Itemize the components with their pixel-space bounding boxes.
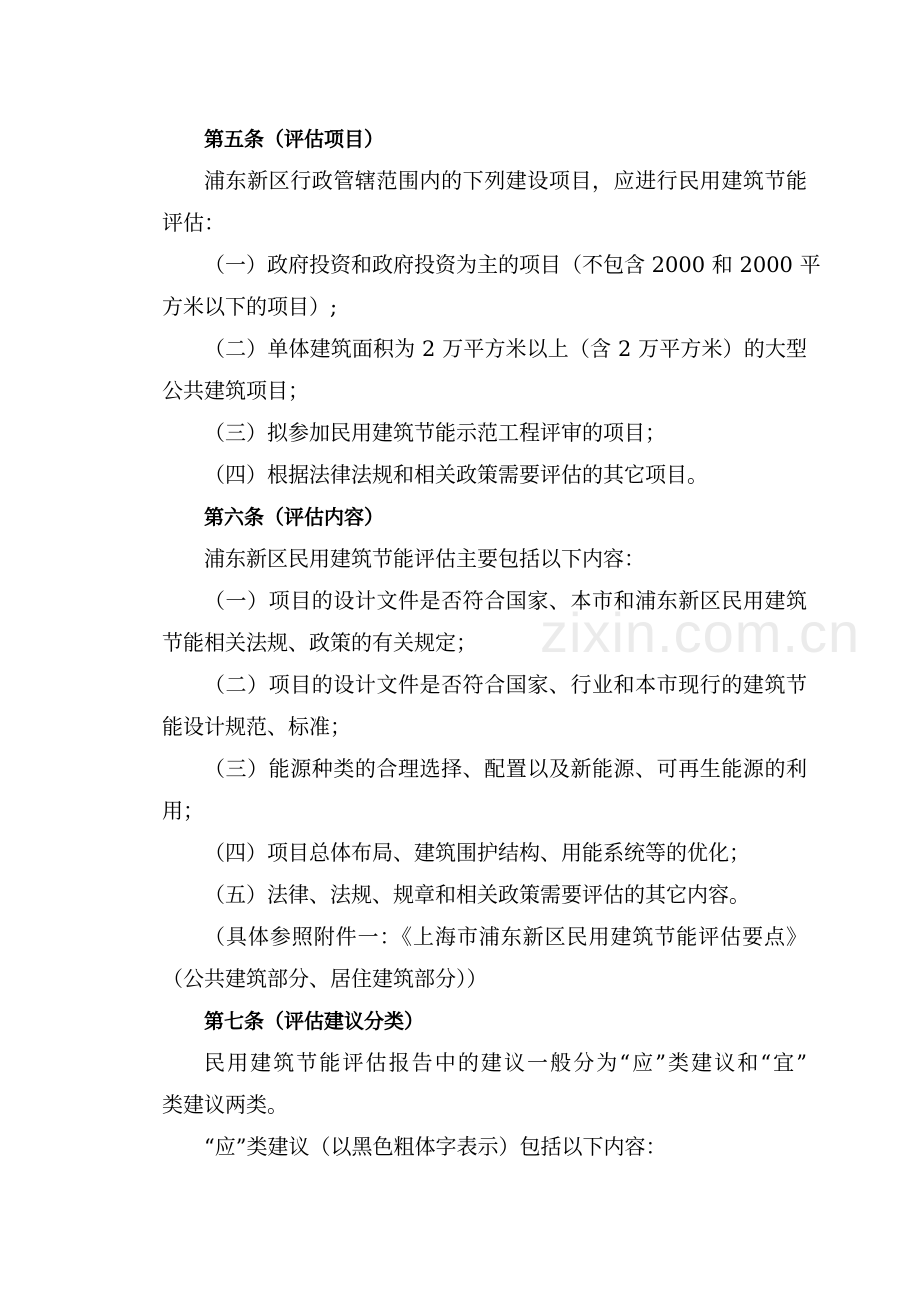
paragraph-line: 能设计规范、标准； <box>162 715 351 739</box>
paragraph-line: 节能相关法规、政策的有关规定； <box>162 631 477 655</box>
article-6-heading: 第六条（评估内容） <box>204 505 384 529</box>
paragraph-line: 评估： <box>162 211 225 235</box>
paragraph-line: （四）根据法律法规和相关政策需要评估的其它项目。 <box>204 463 708 487</box>
paragraph-line: 浦东新区行政管辖范围内的下列建设项目，应进行民用建筑节能 <box>204 169 807 193</box>
paragraph-line: “应”类建议（以黑色粗体字表示）包括以下内容： <box>204 1135 667 1159</box>
paragraph-line: 浦东新区民用建筑节能评估主要包括以下内容： <box>204 547 645 571</box>
paragraph-line: 类建议两类。 <box>162 1093 288 1117</box>
paragraph-line: （一）政府投资和政府投资为主的项目（不包含 2000 和 2000 平 <box>204 253 821 277</box>
article-7-heading: 第七条（评估建议分类） <box>204 1009 424 1033</box>
paragraph-line: 方米以下的项目）; <box>162 295 338 319</box>
paragraph-line: （公共建筑部分、居住建筑部分）） <box>162 967 488 991</box>
watermark: zixin.com.cn <box>540 601 861 664</box>
document-body <box>162 118 821 1168</box>
paragraph-line: 用； <box>162 799 204 823</box>
paragraph-line: 民用建筑节能评估报告中的建议一般分为“应”类建议和“宜” <box>204 1051 807 1075</box>
paragraph-line: （二）项目的设计文件是否符合国家、行业和本市现行的建筑节 <box>204 673 807 697</box>
article-5-heading: 第五条（评估项目） <box>204 127 384 151</box>
paragraph-line: （二）单体建筑面积为 2 万平方米以上（含 2 万平方米）的大型 <box>204 337 807 361</box>
paragraph-line: （四）项目总体布局、建筑围护结构、用能系统等的优化； <box>204 841 750 865</box>
paragraph-line: （具体参照附件一：《上海市浦东新区民用建筑节能评估要点》 <box>204 925 807 949</box>
paragraph-line: 公共建筑项目； <box>162 379 309 403</box>
paragraph-line: （三）拟参加民用建筑节能示范工程评审的项目； <box>204 421 666 445</box>
paragraph-line: （五）法律、法规、规章和相关政策需要评估的其它内容。 <box>204 883 750 907</box>
paragraph-line: （一）项目的设计文件是否符合国家、本市和浦东新区民用建筑 <box>204 589 807 613</box>
paragraph-line: （三）能源种类的合理选择、配置以及新能源、可再生能源的利 <box>204 757 807 781</box>
